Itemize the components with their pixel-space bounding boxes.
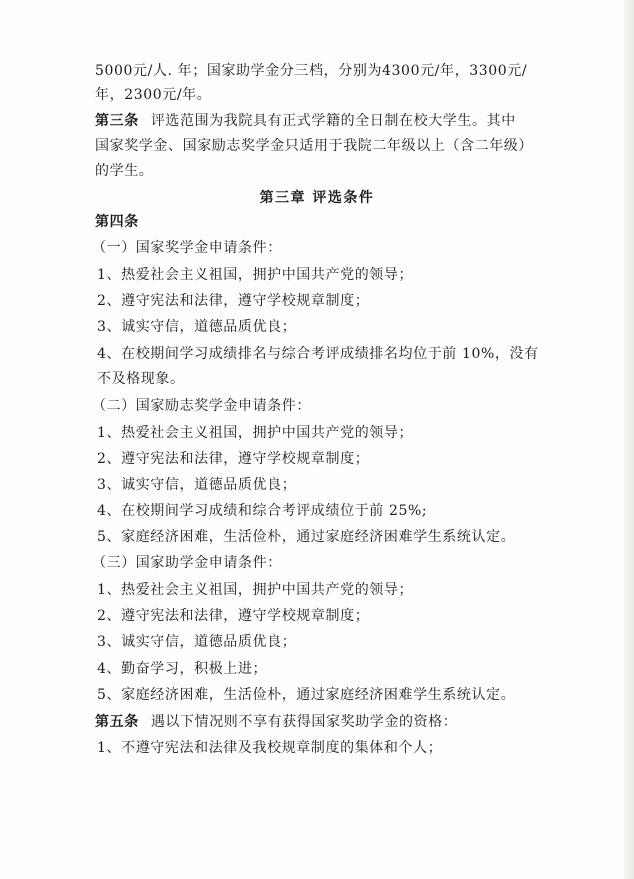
- chapter-heading: 第三章 评选条件: [259, 190, 375, 206]
- section-heading: （一）国家奖学金申请条件：: [92, 240, 282, 256]
- list-item: 3、诚实守信，道德品质优良；: [97, 319, 297, 335]
- list-item: 1、热爱社会主义祖国，拥护中国共产党的领导；: [97, 267, 414, 283]
- list-item-continued: 不及格现象。: [97, 371, 185, 387]
- section-heading: （二）国家励志奖学金申请条件：: [92, 398, 311, 414]
- article-five-line: [95, 713, 457, 731]
- list-item: 4、在校期间学习成绩和综合考评成绩位于前 25%;: [97, 503, 428, 519]
- list-item: 5、家庭经济困难，生活俭朴，通过家庭经济困难学生系统认定。: [97, 687, 516, 703]
- list-item: 4、勤奋学习，积极上进；: [97, 661, 268, 677]
- article-text: 评选范围为我院具有正式学籍的全日制在校大学生。其中: [150, 113, 516, 129]
- list-item: 4、在校期间学习成绩排名与综合考评成绩排名均位于前 10%，没有: [97, 346, 539, 362]
- text-line: 5000元/人. 年；国家助学金分三档，分别为4300元/年，3300元/: [95, 63, 528, 79]
- list-item: 3、诚实守信，道德品质优良；: [97, 634, 297, 650]
- list-item: 1、热爱社会主义祖国，拥护中国共产党的领导；: [97, 425, 414, 441]
- list-item: 5、家庭经济困难，生活俭朴，通过家庭经济困难学生系统认定。: [97, 529, 516, 545]
- page-edge-shadow: [624, 0, 634, 879]
- article-three-line: [95, 112, 516, 130]
- list-item: 2、遵守宪法和法律，遵守学校规章制度；: [97, 451, 370, 467]
- article-label: 第五条: [95, 714, 139, 730]
- list-item: 2、遵守宪法和法律，遵守学校规章制度；: [97, 608, 370, 624]
- list-item: 3、诚实守信，道德品质优良；: [97, 477, 297, 493]
- article-four-heading: 第四条: [95, 214, 139, 230]
- list-item: 1、不遵守宪法和法律及我校规章制度的集体和个人；: [97, 740, 443, 756]
- section-heading: （三）国家助学金申请条件：: [92, 555, 282, 571]
- text-line: 国家奖学金、国家励志奖学金只适用于我院二年级以上（含二年级）: [95, 138, 533, 154]
- list-item: 2、遵守宪法和法律，遵守学校规章制度；: [97, 293, 370, 309]
- list-item: 1、热爱社会主义祖国，拥护中国共产党的领导；: [97, 582, 414, 598]
- article-text: 遇以下情况则不享有获得国家奖助学金的资格：: [150, 714, 458, 730]
- article-label: 第三条: [95, 113, 139, 129]
- text-line: 的学生。: [95, 163, 154, 179]
- text-line: 年，2300元/年。: [95, 87, 212, 103]
